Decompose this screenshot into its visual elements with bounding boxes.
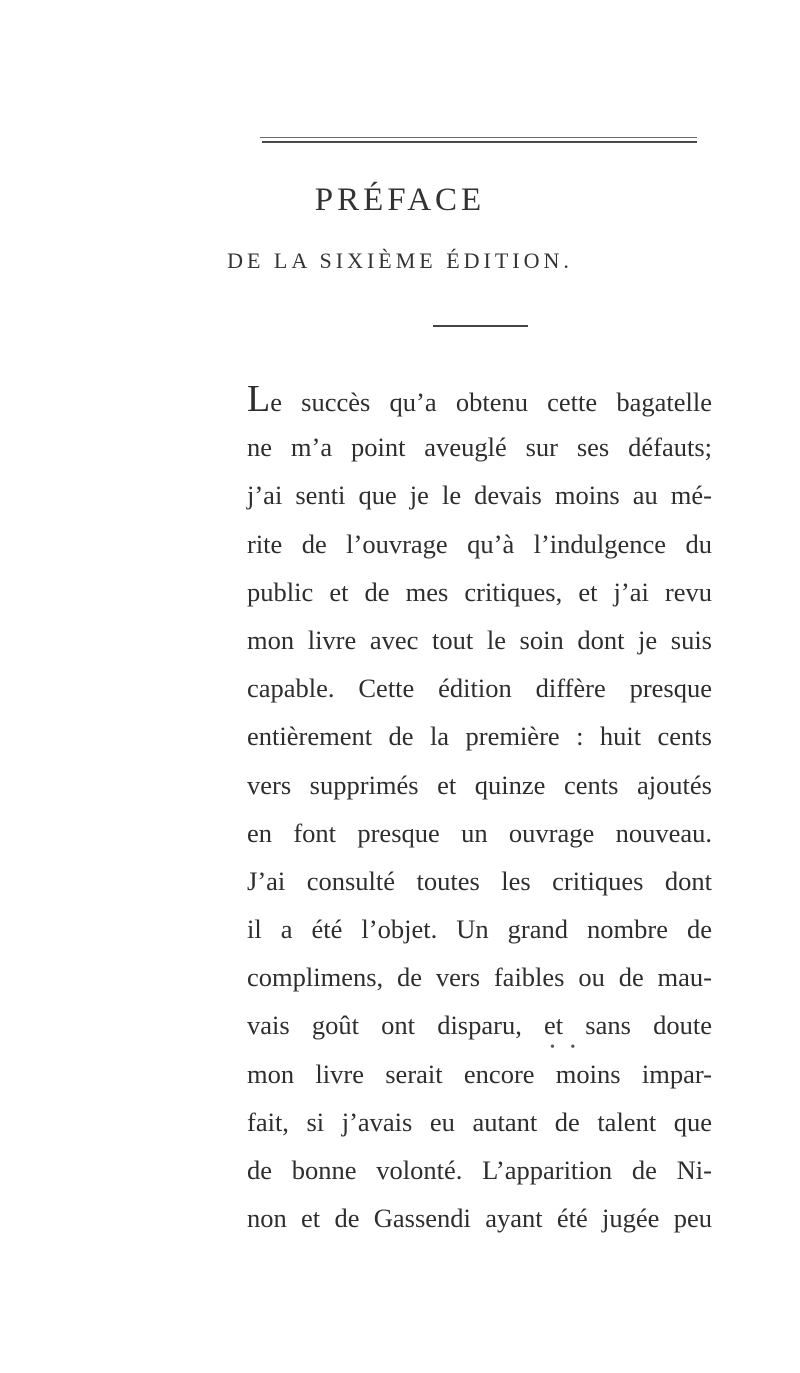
text-line: en font presque un ouvrage nouveau. bbox=[247, 817, 712, 848]
preface-body bbox=[247, 375, 712, 1242]
text-line: J’ai consulté toutes les critiques dont bbox=[247, 865, 712, 896]
title-divider bbox=[433, 325, 528, 327]
catchword-marks: • • bbox=[550, 1040, 582, 1055]
text-line: fait, si j’avais eu autant de talent que bbox=[247, 1106, 712, 1137]
text-line: mon livre serait encore moins impar- bbox=[247, 1058, 712, 1089]
text-line: capable. Cette édition diffère presque bbox=[247, 673, 712, 704]
text-line: vais goût ont disparu, et sans doute bbox=[247, 1010, 712, 1041]
text-line: entièrement de la première : huit cents bbox=[247, 721, 712, 752]
text-line: de bonne volonté. L’apparition de Ni- bbox=[247, 1155, 712, 1185]
text-line: vers supprimés et quinze cents ajoutés bbox=[247, 769, 712, 800]
text-line: Le succès qu’a obtenu cette bagatelle bbox=[247, 378, 712, 420]
text-line: rite de l’ouvrage qu’à l’indulgence du bbox=[247, 528, 712, 559]
top-rule-thick bbox=[262, 141, 697, 143]
text-line: complimens, de vers faibles ou de mau- bbox=[247, 962, 712, 993]
page-title: PRÉFACE bbox=[314, 182, 486, 218]
text-line: mon livre avec tout le soin dont je suis bbox=[247, 624, 712, 655]
text-line: ne m’a point aveuglé sur ses défauts; bbox=[247, 432, 712, 463]
text-line: public et de mes critiques, et j’ai revu bbox=[247, 576, 712, 607]
text-line: il a été l’objet. Un grand nombre de bbox=[247, 914, 712, 945]
text-line: non et de Gassendi ayant été jugée peu bbox=[247, 1203, 712, 1234]
page-subtitle: DE LA SIXIÈME ÉDITION. bbox=[227, 248, 573, 273]
top-rule-thin bbox=[260, 137, 697, 138]
text-line: j’ai senti que je le devais moins au mé- bbox=[247, 480, 712, 511]
